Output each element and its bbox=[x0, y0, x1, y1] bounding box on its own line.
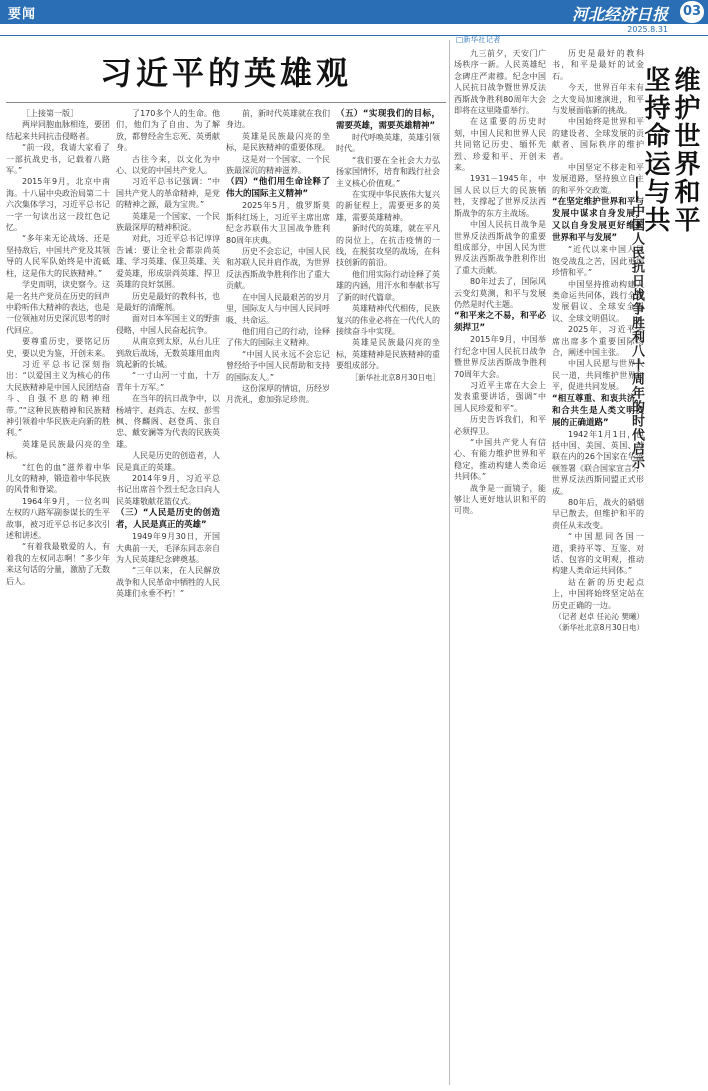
right-column-1 bbox=[454, 48, 546, 1083]
paragraph: 人民是历史的创造者，人民是真正的英雄。 bbox=[116, 451, 220, 472]
paragraph: 2015年9月，北京中南海。十八届中央政治局第二十六次集体学习，习近平总书记一字一句读出这一段红色记忆。 bbox=[6, 177, 110, 233]
end-note: ［新华社北京8月30日电］ bbox=[350, 372, 440, 382]
paragraph: 中国始终是世界和平的建设者、全球发展的贡献者、国际秩序的维护者。 bbox=[552, 117, 644, 161]
paragraph: “红色的血”滋养着中华儿女的精神，锻造着中华民族的风骨和脊梁。 bbox=[6, 462, 110, 495]
paragraph: 在这重要的历史时刻，中国人民和世界人民共同铭记历史、缅怀先烈、珍爱和平、开创未来。 bbox=[454, 117, 546, 173]
paragraph: 对此，习近平总书记谆谆告诫：要让全社会都崇尚英雄、学习英雄、保卫英雄、关爱英雄，形成崇尚英雄、捍卫英雄的良好氛围。 bbox=[116, 234, 220, 290]
section-heading: “和平来之不易，和平必须捍卫” bbox=[454, 311, 546, 334]
paragraph: 中国人民愿与世界人民一道，共同维护世界和平，促进共同发展。 bbox=[552, 359, 644, 392]
paragraph: 在中国人民最艰苦的岁月里，国际友人与中国人民同呼吸、共命运。 bbox=[226, 292, 330, 325]
column-2 bbox=[116, 108, 220, 1078]
paragraph: 从南京到太原，从台儿庄到敌后战场，无数英雄用血肉筑起新的长城。 bbox=[116, 337, 220, 369]
paragraph: 习近平主席在大会上发表重要讲话，强调“中国人民珍爱和平”。 bbox=[454, 380, 546, 413]
right-article bbox=[454, 26, 704, 1086]
paragraph: “多年来无论战场、还是坚持敌后，中国共产党及其领导的人民军队始终是中流砥柱，这是伟大的民族精神。” bbox=[6, 234, 110, 278]
title-line-1: 坚持命运与共 bbox=[640, 66, 670, 234]
section-label: 要闻 bbox=[8, 7, 37, 22]
section-heading: （三）“人民是历史的创造者，人民是真正的英雄” bbox=[116, 508, 220, 531]
paragraph: 今天，世界百年未有之大变局加速演进，和平与发展面临新的挑战。 bbox=[552, 83, 644, 116]
section-heading: （四）“他们用生命诠释了伟大的国际主义精神” bbox=[226, 177, 330, 200]
section-heading: “在坚定维护世界和平与发展中谋求自身发展，又以自身发展更好维护世界和平与发展” bbox=[552, 197, 644, 244]
title-line-2: 维护世界和平 bbox=[670, 66, 700, 234]
paragraph: 在当年的抗日战争中，以杨靖宇、赵尚志、左权、彭雪枫、佟麟阁、赵登禹、张自忠、戴安澜等为代表的民族英雄。 bbox=[116, 394, 220, 449]
paragraph: 九三前夕，天安门广场秩序一新。人民英雄纪念碑庄严肃穆。纪念中国人民抗日战争暨世界反法西斯战争胜利80周年大会即将在这里隆重举行。 bbox=[454, 49, 546, 116]
paragraph: 80年过去了，国际风云变幻莫测，和平与发展仍然是时代主题。 bbox=[454, 277, 546, 309]
issue-date: 2025.8.31 bbox=[627, 25, 668, 34]
paragraph: 学史而明，读史察今。这是一名共产党员在历史的回声中聆听伟大精神的表达，也是一位领袖对历史深沉思考的时代回应。 bbox=[6, 280, 110, 335]
author-credit: （记者 赵卓 任沁沁 樊曦） bbox=[554, 612, 644, 622]
paragraph: 新时代的英雄，就在平凡的岗位上，在抗击疫情的一线，在脱贫攻坚的战场，在科技创新的前沿。 bbox=[336, 224, 440, 268]
section-heading: （五）“实现我们的目标，需要英雄，需要英雄精神” bbox=[336, 109, 440, 131]
article-subtitle: ——中国人民抗日战争胜利八十周年的时代启示 bbox=[629, 176, 644, 470]
paragraph: 了170多个人的生命。他们，他们为了自由、为了解放，都曾经舍生忘死、英勇献身。 bbox=[116, 109, 220, 153]
paragraph: “前一段，我请大家看了一部抗战史书，记载着八路军。” bbox=[6, 143, 110, 176]
right-columns bbox=[454, 48, 644, 1083]
paragraph: “一寸山河一寸血，十万青年十万军。” bbox=[116, 371, 220, 392]
paragraph: 2014年9月，习近平总书记出席首个烈士纪念日向人民英雄敬献花篮仪式。 bbox=[116, 474, 220, 506]
paragraph: 中国坚定不移走和平发展道路，坚持独立自主的和平外交政策。 bbox=[552, 163, 644, 195]
paragraph: 要尊重历史，要铭记历史，要以史为鉴，开创未来。 bbox=[6, 337, 110, 358]
paragraph: 两岸同胞血脉相连，要团结起来共同抗击侵略者。 bbox=[6, 120, 110, 141]
paragraph: 习近平总书记强调：“中国共产党人的革命精神，是党的精神之源，最为宝贵。” bbox=[116, 177, 220, 210]
paragraph: 时代呼唤英雄，英雄引领时代。 bbox=[336, 133, 440, 154]
paragraph: 他们用实际行动诠释了英雄的内涵，用汗水和奉献书写了新的时代篇章。 bbox=[336, 269, 440, 302]
left-article bbox=[6, 42, 446, 1082]
article-columns bbox=[6, 108, 446, 1078]
paragraph: 英雄是一个国家、一个民族最深厚的精神积淀。 bbox=[116, 211, 220, 233]
paragraph: 面对日本军国主义的野蛮侵略，中国人民奋起抗争。 bbox=[116, 314, 220, 335]
paragraph: “近代以来中国人民饱受战乱之苦，因此更加珍惜和平。” bbox=[552, 245, 644, 278]
paragraph: 历史告诉我们，和平必须捍卫。 bbox=[454, 415, 546, 436]
section-heading: “相互尊重、和衷共济、和合共生是人类文明发展的正确道路” bbox=[552, 393, 644, 428]
paragraph: 历史是最好的教科书，和平是最好的试金石。 bbox=[552, 49, 644, 81]
paragraph: 这是对一个国家、一个民族最深沉的精神滋养。 bbox=[226, 154, 330, 176]
paragraph: “中国人民永远不会忘记曾经给予中国人民帮助和支持的国际友人。” bbox=[226, 349, 330, 382]
column-1 bbox=[6, 108, 110, 1078]
paragraph: 2015年9月，中国举行纪念中国人民抗日战争暨世界反法西斯战争胜利70周年大会。 bbox=[454, 335, 546, 379]
paragraph: 1949年9月30日，开国大典前一天，毛泽东同志亲自为人民英雄纪念碑奠基。 bbox=[116, 532, 220, 565]
paragraph: 习近平总书记深刻指出：“以爱国主义为核心的伟大民族精神是中国人民团结奋斗、自强不息的精神纽带。”“这种民族精神和民族精神引领着中华民族走向新的胜利。” bbox=[6, 359, 110, 438]
column-divider bbox=[449, 40, 450, 1085]
article-title: 习近平的英雄观 bbox=[99, 54, 352, 92]
paragraph: “三年以来，在人民解放战争和人民革命中牺牲的人民英雄们永垂不朽！” bbox=[116, 566, 220, 599]
paragraph: 古往今来，以文化为中心、以党的中国共产党人。 bbox=[116, 154, 220, 176]
paragraph: 英雄是民族最闪亮的坐标，英雄精神是民族精神的重要组成部分。 bbox=[336, 338, 440, 371]
column-4 bbox=[336, 108, 440, 1078]
paragraph: 战争是一面镜子，能够让人更好地认识和平的可贵。 bbox=[454, 483, 546, 516]
paragraph: “我们要在全社会大力弘扬家国情怀，培育和践行社会主义核心价值观。” bbox=[336, 155, 440, 188]
vertical-title bbox=[640, 66, 702, 686]
paragraph: 80年后，战火的硝烟早已散去，但维护和平的责任从未改变。 bbox=[552, 498, 644, 530]
paragraph: 1964年9月，一位名叫左权的八路军副参谋长的生平故事，被习近平总书记多次引述和讲述。 bbox=[6, 496, 110, 541]
paragraph: 历史不会忘记，中国人民和苏联人民并肩作战，为世界反法西斯战争胜利作出了重大贡献。 bbox=[226, 247, 330, 291]
paragraph: 前，新时代英雄就在我们身边。 bbox=[226, 109, 330, 130]
paragraph: ［上接第一版］ bbox=[22, 109, 78, 118]
paragraph: 他们用自己的行动，诠释了伟大的国际主义精神。 bbox=[226, 326, 330, 348]
column-3 bbox=[226, 108, 330, 1078]
paragraph: 站在新的历史起点上，中国将始终坚定站在历史正确的一边。 bbox=[552, 577, 644, 610]
paragraph: 中国坚持推动构建人类命运共同体，践行全球发展倡议、全球安全倡议、全球文明倡议。 bbox=[552, 279, 644, 323]
paragraph: 1942年1月1日，包括中国、美国、英国、苏联在内的26个国家在华盛顿签署《联合国家宣言》，世界反法西斯同盟正式形成。 bbox=[552, 429, 644, 496]
paragraph: “中国愿同各国一道，秉持平等、互鉴、对话、包容的文明观，推动构建人类命运共同体。” bbox=[552, 532, 644, 576]
paragraph: 在实现中华民族伟大复兴的新征程上，需要更多的英雄，需要英雄精神。 bbox=[336, 190, 440, 222]
paragraph: 英雄是民族最闪亮的坐标。 bbox=[6, 439, 110, 461]
paragraph: 这份深厚的情谊，历经岁月洗礼，愈加弥足珍贵。 bbox=[226, 383, 330, 405]
paragraph: 中国人民抗日战争是世界反法西斯战争的重要组成部分，中国人民为世界反法西斯战争胜利作出了重大贡献。 bbox=[454, 220, 546, 275]
paragraph: 2025年，习近平主席出席多个重要国际场合，阐述中国主张。 bbox=[552, 325, 644, 357]
title-rule bbox=[6, 102, 446, 103]
paragraph: 英雄是民族最闪亮的坐标，是民族精神的重要体现。 bbox=[226, 131, 330, 153]
paragraph: 英雄精神代代相传，民族复兴的伟业必将在一代代人的接续奋斗中实现。 bbox=[336, 304, 440, 336]
page-number: 03 bbox=[680, 1, 704, 23]
paragraph: 历史是最好的教科书，也是最好的清醒剂。 bbox=[116, 291, 220, 312]
reporter-tag: □新华社记者 bbox=[456, 35, 501, 44]
paragraph: 2025年5月，俄罗斯莫斯科红场上，习近平主席出席纪念苏联伟大卫国战争胜利80周年庆典。 bbox=[226, 201, 330, 245]
paragraph: “有着我最敬爱的人，有着我的左权同志啊！”多少年来这句话的分量，激励了无数后人。 bbox=[6, 542, 110, 586]
author-credit: （新华社北京8月30日电） bbox=[554, 623, 644, 633]
newspaper-logo: 河北经济日报 bbox=[571, 5, 668, 24]
paragraph: “中国共产党人有信心、有能力维护世界和平稳定，推动构建人类命运共同体。” bbox=[454, 438, 546, 482]
paragraph: 1931－1945年，中国人民以巨大的民族牺牲，支撑起了世界反法西斯战争的东方主战场。 bbox=[454, 174, 546, 218]
